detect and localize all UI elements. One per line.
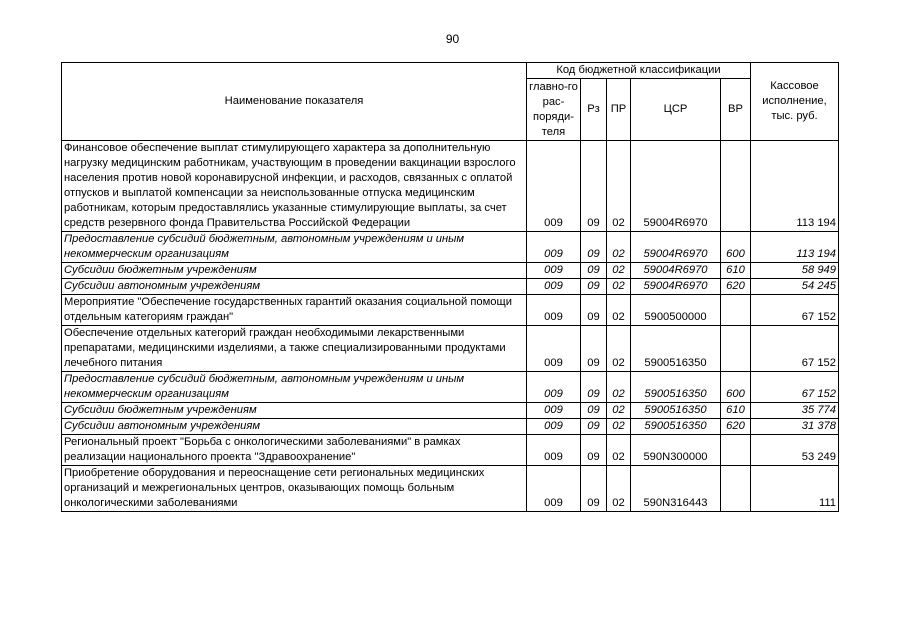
cell-sum: 67 152 bbox=[751, 326, 839, 372]
cell-vr bbox=[721, 295, 751, 326]
cell-name: Мероприятие "Обеспечение государственных гарантий оказания социальной помощи отдельным категориям граждан" bbox=[62, 295, 527, 326]
cell-vr bbox=[721, 466, 751, 512]
cell-pr: 02 bbox=[607, 263, 631, 279]
cell-glav: 009 bbox=[527, 326, 581, 372]
cell-csr: 59004R6970 bbox=[631, 141, 721, 232]
cell-rz: 09 bbox=[581, 263, 607, 279]
cell-rz: 09 bbox=[581, 326, 607, 372]
cell-sum: 113 194 bbox=[751, 141, 839, 232]
table-row bbox=[62, 372, 839, 403]
cell-csr: 590N300000 bbox=[631, 435, 721, 466]
cell-glav: 009 bbox=[527, 232, 581, 263]
header-pr: ПР bbox=[607, 79, 631, 141]
cell-sum: 67 152 bbox=[751, 372, 839, 403]
table-row bbox=[62, 435, 839, 466]
cell-glav: 009 bbox=[527, 435, 581, 466]
cell-sum: 31 378 bbox=[751, 419, 839, 435]
cell-csr: 5900516350 bbox=[631, 372, 721, 403]
table-header bbox=[62, 63, 839, 141]
table-row bbox=[62, 326, 839, 372]
table-row bbox=[62, 263, 839, 279]
cell-glav: 009 bbox=[527, 466, 581, 512]
cell-glav: 009 bbox=[527, 403, 581, 419]
cell-csr: 5900516350 bbox=[631, 326, 721, 372]
cell-csr: 5900516350 bbox=[631, 419, 721, 435]
cell-glav: 009 bbox=[527, 263, 581, 279]
header-csr: ЦСР bbox=[631, 79, 721, 141]
cell-glav: 009 bbox=[527, 141, 581, 232]
cell-sum: 53 249 bbox=[751, 435, 839, 466]
header-glav: главно-го рас-поряди-теля bbox=[527, 79, 581, 141]
cell-csr: 59004R6970 bbox=[631, 263, 721, 279]
cell-glav: 009 bbox=[527, 419, 581, 435]
cell-pr: 02 bbox=[607, 466, 631, 512]
table-row bbox=[62, 403, 839, 419]
cell-pr: 02 bbox=[607, 295, 631, 326]
cell-sum: 113 194 bbox=[751, 232, 839, 263]
cell-glav: 009 bbox=[527, 295, 581, 326]
cell-sum: 54 245 bbox=[751, 279, 839, 295]
header-name: Наименование показателя bbox=[62, 63, 527, 141]
cell-vr bbox=[721, 141, 751, 232]
table-row bbox=[62, 279, 839, 295]
header-sum: Кассовое исполнение, тыс. руб. bbox=[751, 63, 839, 141]
cell-pr: 02 bbox=[607, 435, 631, 466]
header-code-group: Код бюджетной классификации bbox=[527, 63, 751, 79]
cell-rz: 09 bbox=[581, 141, 607, 232]
cell-rz: 09 bbox=[581, 295, 607, 326]
cell-vr: 620 bbox=[721, 419, 751, 435]
cell-vr: 600 bbox=[721, 232, 751, 263]
cell-csr: 59004R6970 bbox=[631, 279, 721, 295]
cell-name: Обеспечение отдельных категорий граждан необходимыми лекарственными препаратами, медицинскими изделиями, а также специализированными продуктами лечебного питания bbox=[62, 326, 527, 372]
cell-name: Региональный проект "Борьба с онкологическими заболеваниями" в рамках реализации национального проекта "Здравоохранение" bbox=[62, 435, 527, 466]
cell-vr bbox=[721, 435, 751, 466]
cell-csr: 59004R6970 bbox=[631, 232, 721, 263]
cell-rz: 09 bbox=[581, 435, 607, 466]
cell-name: Субсидии автономным учреждениям bbox=[62, 279, 527, 295]
table-row bbox=[62, 141, 839, 232]
cell-glav: 009 bbox=[527, 372, 581, 403]
cell-vr bbox=[721, 326, 751, 372]
cell-name: Предоставление субсидий бюджетным, автономным учреждениям и иным некоммерческим организациям bbox=[62, 372, 527, 403]
cell-pr: 02 bbox=[607, 141, 631, 232]
cell-pr: 02 bbox=[607, 403, 631, 419]
cell-name: Финансовое обеспечение выплат стимулирующего характера за дополнительную нагрузку медицинским работникам, участвующим в проведении вакцинации взрослого населения против новой коронавирусной инфекции, и расходов, связанных с оплатой отпусков и выплатой компенсации за неиспользованные отпуска медицинским работникам, которым предоставлялись указанные стимулирующие выплаты, за счет средств резервного фонда Правительства Российской Федерации bbox=[62, 141, 527, 232]
cell-rz: 09 bbox=[581, 232, 607, 263]
cell-glav: 009 bbox=[527, 279, 581, 295]
cell-pr: 02 bbox=[607, 326, 631, 372]
cell-rz: 09 bbox=[581, 403, 607, 419]
cell-vr: 610 bbox=[721, 263, 751, 279]
cell-rz: 09 bbox=[581, 419, 607, 435]
table-body bbox=[62, 141, 839, 512]
cell-name: Приобретение оборудования и переоснащение сети региональных медицинских организаций и межрегиональных центров, оказывающих помощь больным онкологическими заболеваниями bbox=[62, 466, 527, 512]
cell-vr: 600 bbox=[721, 372, 751, 403]
cell-vr: 610 bbox=[721, 403, 751, 419]
cell-rz: 09 bbox=[581, 372, 607, 403]
cell-pr: 02 bbox=[607, 419, 631, 435]
cell-name: Предоставление субсидий бюджетным, автономным учреждениям и иным некоммерческим организациям bbox=[62, 232, 527, 263]
cell-pr: 02 bbox=[607, 279, 631, 295]
table-row bbox=[62, 295, 839, 326]
cell-pr: 02 bbox=[607, 232, 631, 263]
cell-rz: 09 bbox=[581, 279, 607, 295]
budget-table bbox=[61, 62, 839, 512]
cell-csr: 5900500000 bbox=[631, 295, 721, 326]
header-rz: Рз bbox=[581, 79, 607, 141]
cell-csr: 5900516350 bbox=[631, 403, 721, 419]
cell-name: Субсидии бюджетным учреждениям bbox=[62, 263, 527, 279]
header-vr: ВР bbox=[721, 79, 751, 141]
table-row bbox=[62, 419, 839, 435]
table-row bbox=[62, 466, 839, 512]
cell-sum: 35 774 bbox=[751, 403, 839, 419]
table-row bbox=[62, 232, 839, 263]
cell-sum: 67 152 bbox=[751, 295, 839, 326]
cell-name: Субсидии бюджетным учреждениям bbox=[62, 403, 527, 419]
cell-vr: 620 bbox=[721, 279, 751, 295]
cell-sum: 58 949 bbox=[751, 263, 839, 279]
cell-pr: 02 bbox=[607, 372, 631, 403]
page-number: 90 bbox=[445, 32, 460, 46]
cell-sum: 111 bbox=[751, 466, 839, 512]
cell-csr: 590N316443 bbox=[631, 466, 721, 512]
cell-name: Субсидии автономным учреждениям bbox=[62, 419, 527, 435]
cell-rz: 09 bbox=[581, 466, 607, 512]
